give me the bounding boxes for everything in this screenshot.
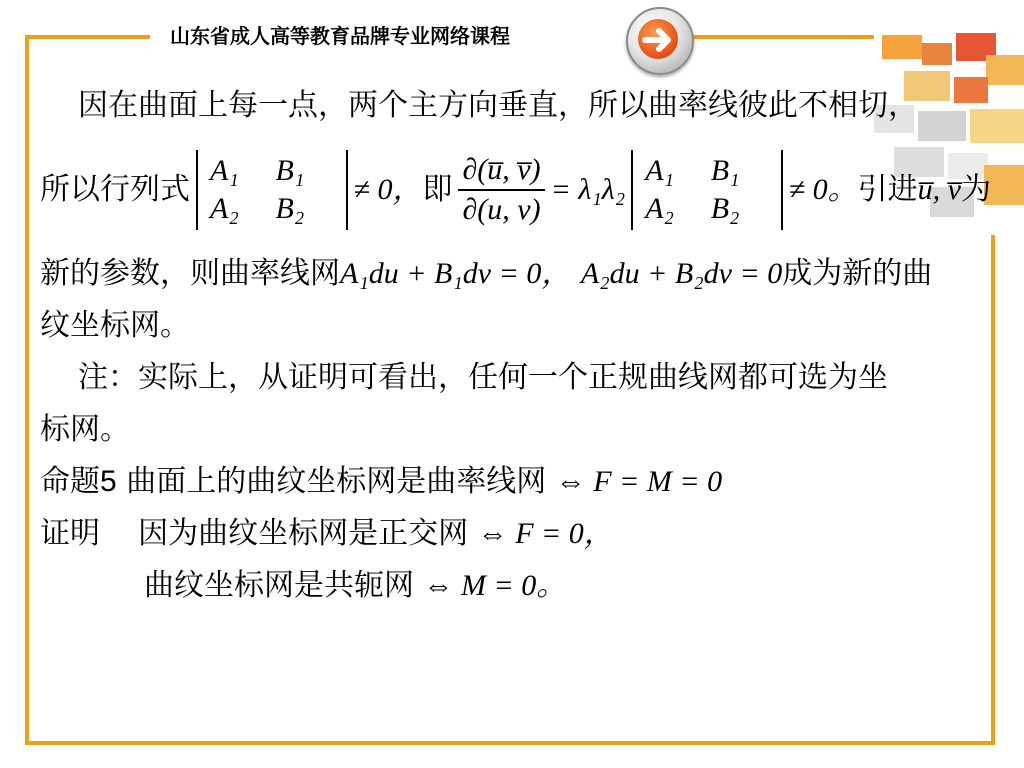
det-b2: B₂ [275, 192, 305, 225]
fraction-numerator: ∂(u̅, v̅) [458, 151, 544, 191]
jacobian-fraction [458, 151, 544, 229]
det-a2: A₂ [645, 192, 674, 225]
proposition-condition: ⇔ F = M = 0 [555, 465, 723, 498]
det-a2: A₂ [210, 192, 239, 225]
fraction-denominator: ∂(u, v) [462, 193, 541, 226]
course-title: 山东省成人高等教育品牌专业网络课程 [170, 24, 510, 48]
proof-line [40, 508, 990, 560]
proposition-label: 命题 [40, 464, 100, 499]
note-line: 标网。 [40, 412, 130, 447]
text-segment: 为 [960, 172, 991, 207]
det-b1: B₁ [275, 154, 305, 187]
proof-line [40, 560, 990, 612]
proposition-line [40, 456, 990, 508]
note-line: 注：实际上，从证明可看出，任何一个正规曲线网都可选为坐 [78, 360, 888, 395]
text-segment: 曲面上的曲纹坐标网是曲率线网 [126, 464, 547, 499]
det-b2: B₂ [710, 192, 740, 225]
equation-1: A₁du + B₁dv = 0， [340, 257, 572, 290]
paragraph-line [40, 248, 990, 300]
text-segment: 新的参数，则曲率线网 [40, 256, 340, 291]
det-a1: A₁ [210, 154, 239, 187]
determinant [196, 150, 348, 230]
lambda-product: = λ₁λ₂ [550, 173, 626, 206]
text-segment: 成为新的曲 [782, 256, 933, 291]
determinant-statement [40, 132, 990, 248]
proof-condition-1: ⇔ F = 0， [477, 517, 614, 550]
text-segment: 所以行列式 [40, 172, 190, 207]
next-slide-button[interactable] [626, 7, 694, 75]
det-a1: A₁ [645, 154, 674, 187]
arrow-right-icon [635, 17, 681, 63]
neq-zero: ≠ 0， [353, 173, 423, 206]
proposition-number: 5 [100, 465, 117, 498]
uv-bar: u̅, v̅ [917, 173, 961, 206]
determinant [631, 150, 783, 230]
neq-zero: ≠ 0。 [788, 173, 858, 206]
paragraph-line: 纹坐标网。 [40, 308, 190, 343]
text-segment: 引进 [857, 172, 918, 207]
paragraph-line: 因在曲面上每一点，两个主方向垂直，所以曲率线彼此不相切， [78, 88, 918, 123]
slide-body [40, 80, 990, 612]
text-segment: 因为曲纹坐标网是正交网 [138, 516, 469, 551]
text-segment: 曲纹坐标网是共轭网 [144, 568, 414, 603]
equation-2: A₂du + B₂dv = 0 [580, 257, 783, 290]
det-b1: B₁ [710, 154, 740, 187]
proof-condition-2: ⇔ M = 0。 [423, 569, 567, 602]
proof-label: 证明 [40, 516, 100, 551]
text-segment: 即 [422, 172, 453, 207]
